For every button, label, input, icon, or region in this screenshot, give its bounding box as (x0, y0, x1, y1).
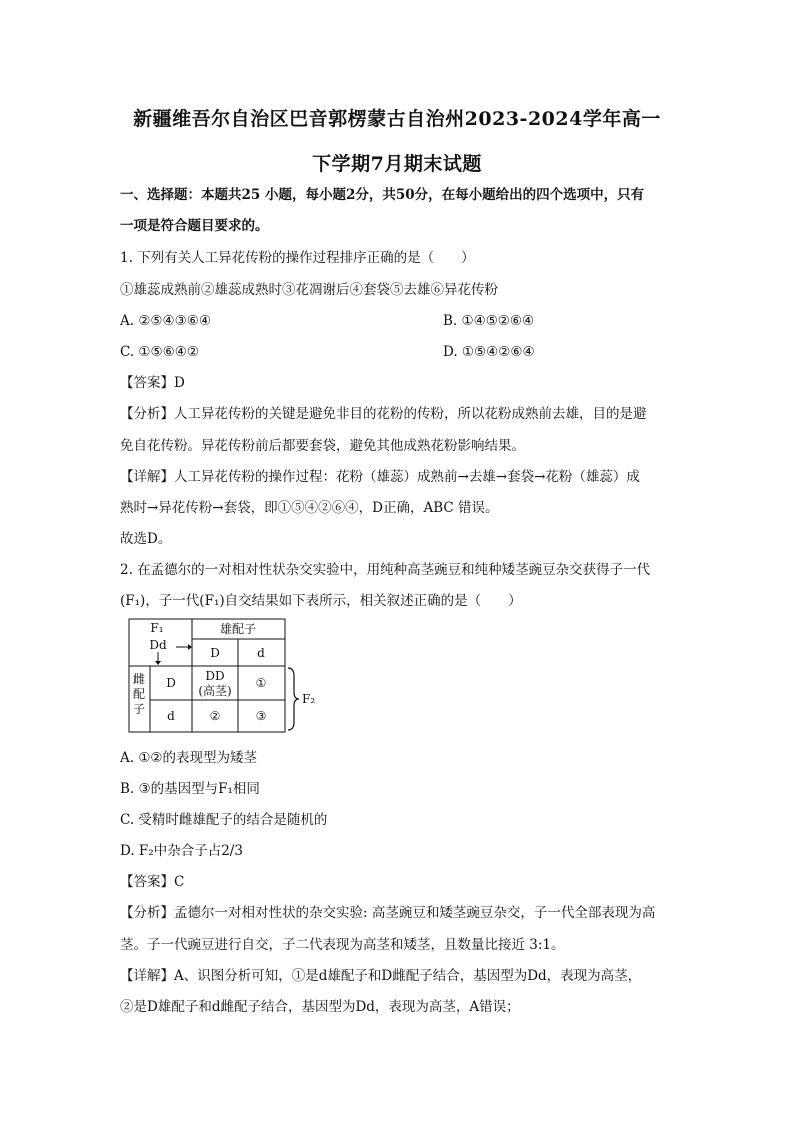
cell-3: ③ (255, 709, 267, 723)
section-header-line-1: 一、选择题：本题共25 小题，每小题2分，共50分，在每小题给出的四个选项中，只有 (120, 187, 645, 203)
column-header-d: d (257, 646, 265, 660)
cell-1: ① (255, 676, 267, 690)
title-line-1: 新疆维吾尔自治区巴音郭楞蒙古自治州2023-2024学年高一 (133, 108, 661, 130)
q2-option-b: B. ③的基因型与F₁相同 (120, 781, 260, 797)
q1-option-a: A. ②⑤④③⑥④ (120, 313, 211, 329)
q2-answer: 【答案】C (120, 874, 185, 890)
male-gamete-header: 雄配子 (219, 622, 257, 636)
q1-stem: 1. 下列有关人工异花传粉的操作过程排序正确的是（ ） (120, 250, 475, 266)
q1-option-d: D. ①⑤④②⑥④ (443, 344, 535, 360)
q2-detail-line-2: ②是D雄配子和d雌配子结合，基因型为Dd，表现为高茎，A错误； (120, 999, 520, 1015)
q2-option-d: D. F₂中杂合子占2/3 (120, 843, 243, 859)
punnett-square-table (128, 618, 328, 738)
column-header-D: D (210, 646, 220, 660)
row-header-d: d (167, 709, 175, 723)
q2-option-c: C. 受精时雌雄配子的结合是随机的 (120, 812, 328, 828)
q2-stem-line-2: (F₁)，子一代(F₁)自交结果如下表所示，相关叙述正确的是（ ） (120, 593, 522, 609)
q1-analysis-line-1: 【分析】人工异花传粉的关键是避免非目的花粉的传粉，所以花粉成熟前去雄，目的是避 (120, 406, 647, 422)
q2-analysis-line-1: 【分析】孟德尔一对相对性状的杂交实验: 高茎豌豆和矮茎豌豆杂交，子一代全部表现为高 (120, 905, 656, 921)
brace-label-F2: F₂ (302, 692, 316, 706)
cell-DD-note: (高茎) (198, 684, 232, 698)
q1-option-c: C. ①⑤⑥④② (120, 344, 199, 360)
cell-DD: DD (205, 669, 225, 683)
female-gamete-header: 雌配子 (132, 672, 145, 716)
q1-detail-line-1: 【详解】人工异花传粉的操作过程：花粉（雄蕊）成熟前→去雄→套袋→花粉（雄蕊）成 (120, 469, 640, 485)
q1-detail-line-2: 熟时→异花传粉→套袋，即①⑤④②⑥④，D正确，ABC 错误。 (120, 500, 499, 516)
q1-items: ①雄蕊成熟前②雄蕊成熟时③花凋谢后④套袋⑤去雄⑥异花传粉 (120, 282, 498, 298)
q2-detail-line-1: 【详解】A、识图分析可知，①是d雄配子和D雌配子结合，基因型为Dd，表现为高茎， (120, 968, 642, 984)
table-corner-bottom: Dd (149, 638, 167, 652)
table-corner-top: F₁ (150, 621, 164, 635)
q1-answer: 【答案】D (120, 375, 185, 391)
cell-2: ② (209, 709, 221, 723)
q2-stem-line-1: 2. 在孟德尔的一对相对性状杂交实验中，用纯种高茎豌豆和纯种矮茎豌豆杂交获得子一代 (120, 562, 651, 578)
q1-option-b: B. ①④⑤②⑥④ (443, 313, 535, 329)
section-header-line-2: 一项是符合题目要求的。 (120, 218, 269, 234)
q1-analysis-line-2: 免自花传粉。异花传粉前后都要套袋，避免其他成熟花粉影响结果。 (120, 438, 525, 454)
q2-analysis-line-2: 茎。子一代豌豆进行自交，子二代表现为高茎和矮茎，且数量比接近 3:1。 (120, 937, 565, 953)
title-line-2: 下学期7月期末试题 (312, 153, 482, 175)
q2-option-a: A. ①②的表现型为矮茎 (120, 750, 258, 766)
row-header-D: D (166, 676, 176, 690)
q1-conclusion: 故选D。 (120, 531, 172, 547)
